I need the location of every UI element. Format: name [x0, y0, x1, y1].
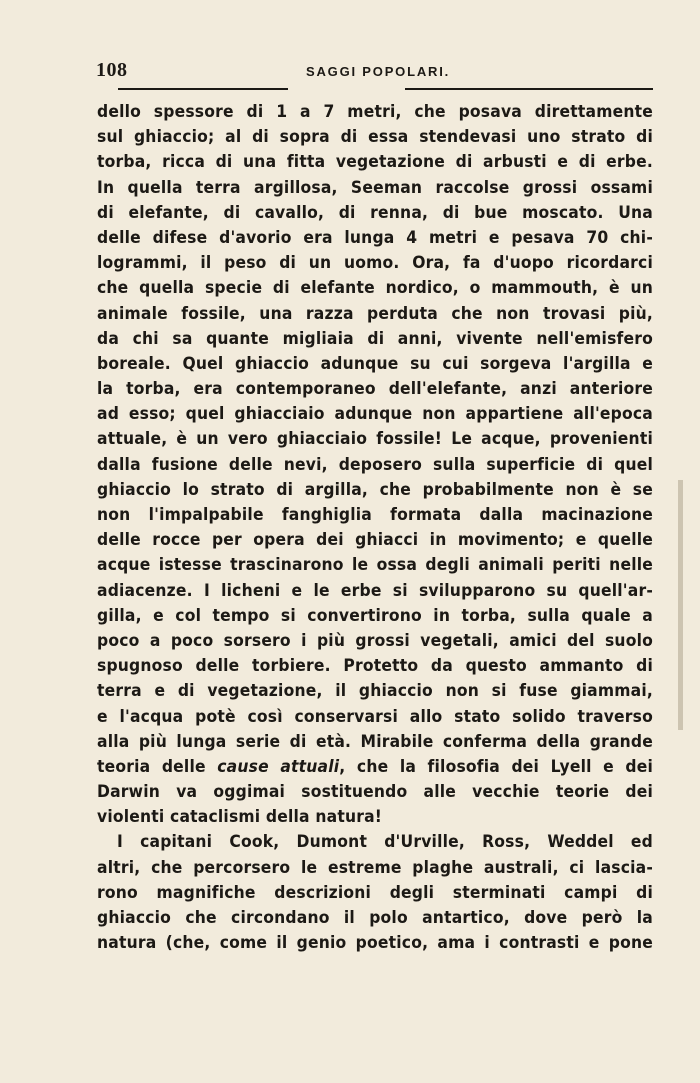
text-line: rono magnifiche descrizioni degli sterminati campi di [97, 882, 653, 903]
text-line: I capitani Cook, Dumont d'Urville, Ross, Weddel ed [117, 832, 653, 853]
text-line: boreale. Quel ghiaccio adunque su cui sorgeva l'argilla e [97, 353, 653, 374]
paragraph-1 [97, 100, 653, 830]
text-line: violenti cataclismi della natura! [97, 807, 383, 828]
text-line: di elefante, di cavallo, di renna, di bue moscato. Una [97, 202, 653, 223]
header-rule-right [405, 88, 653, 90]
text-line: natura (che, come il genio poetico, ama i contrasti e pone [97, 933, 653, 954]
text-line: la torba, era contemporaneo dell'elefante, anzi anteriore [97, 379, 653, 400]
paragraph-2 [97, 830, 653, 956]
italic-phrase: cause attuali [217, 756, 340, 777]
text-line: ad esso; quel ghiacciaio adunque non appartiene all'epoca [97, 404, 653, 425]
text-line: In quella terra argillosa, Seeman raccolse grossi ossami [97, 177, 653, 198]
page-header [96, 55, 656, 85]
text-line: dalla fusione delle nevi, deposero sulla superficie di quel [97, 454, 653, 475]
text-line: animale fossile, una razza perduta che non trovasi più, [97, 303, 653, 324]
text-line: terra e di vegetazione, il ghiaccio non si fuse giammai, [97, 681, 653, 702]
text-line: attuale, è un vero ghiacciaio fossile! Le acque, provenienti [97, 429, 653, 450]
text-line: acque istesse trascinarono le ossa degli animali periti nelle [97, 555, 653, 576]
text-line: logrammi, il peso di un uomo. Ora, fa d'uopo ricordarci [97, 253, 653, 274]
text-segment: teoria delle [97, 756, 218, 777]
text-line: ghiaccio lo strato di argilla, che probabilmente non è se [97, 479, 653, 500]
text-line: poco a poco sorsero i più grossi vegetali, amici del suolo [97, 630, 653, 651]
text-line: delle difese d'avorio era lunga 4 metri e pesava 70 chi- [97, 227, 653, 248]
text-line: torba, ricca di una fitta vegetazione di arbusti e di erbe. [97, 152, 653, 173]
body-text [97, 100, 653, 956]
running-head: SAGGI POPOLARI. [306, 64, 451, 79]
text-line: adiacenze. I licheni e le erbe si svilupparono su quell'ar- [97, 580, 653, 601]
page-number: 108 [96, 59, 128, 81]
text-line: spugnoso delle torbiere. Protetto da questo ammanto di [97, 656, 653, 677]
text-line: e l'acqua potè così conservarsi allo stato solido traverso [97, 706, 653, 727]
text-line: dello spessore di 1 a 7 metri, che posava direttamente [97, 102, 653, 122]
text-line: sul ghiaccio; al di sopra di essa stendevasi uno strato di [97, 127, 653, 148]
text-line: Darwin va oggimai sostituendo alle vecchie teorie dei [97, 782, 653, 803]
text-line: alla più lunga serie di età. Mirabile conferma della grande [97, 731, 653, 752]
text-line: che quella specie di elefante nordico, o mammouth, è un [97, 278, 653, 299]
text-line: gilla, e col tempo si convertirono in torba, sulla quale a [97, 605, 653, 626]
text-segment: , che la filosofia dei Lyell e dei [339, 756, 653, 777]
text-line: non l'impalpabile fanghiglia formata dalla macinazione [97, 505, 653, 525]
header-rule-left [118, 88, 288, 90]
text-line: ghiaccio che circondano il polo antartico, dove però la [97, 908, 653, 928]
text-line: delle rocce per opera dei ghiacci in movimento; e quelle [97, 530, 653, 551]
page-edge-shading [678, 480, 683, 730]
text-line-with-italic [97, 755, 653, 780]
text-line: da chi sa quante migliaia di anni, vivente nell'emisfero [97, 328, 653, 349]
text-line: altri, che percorsero le estreme plaghe australi, ci lascia- [97, 857, 653, 878]
